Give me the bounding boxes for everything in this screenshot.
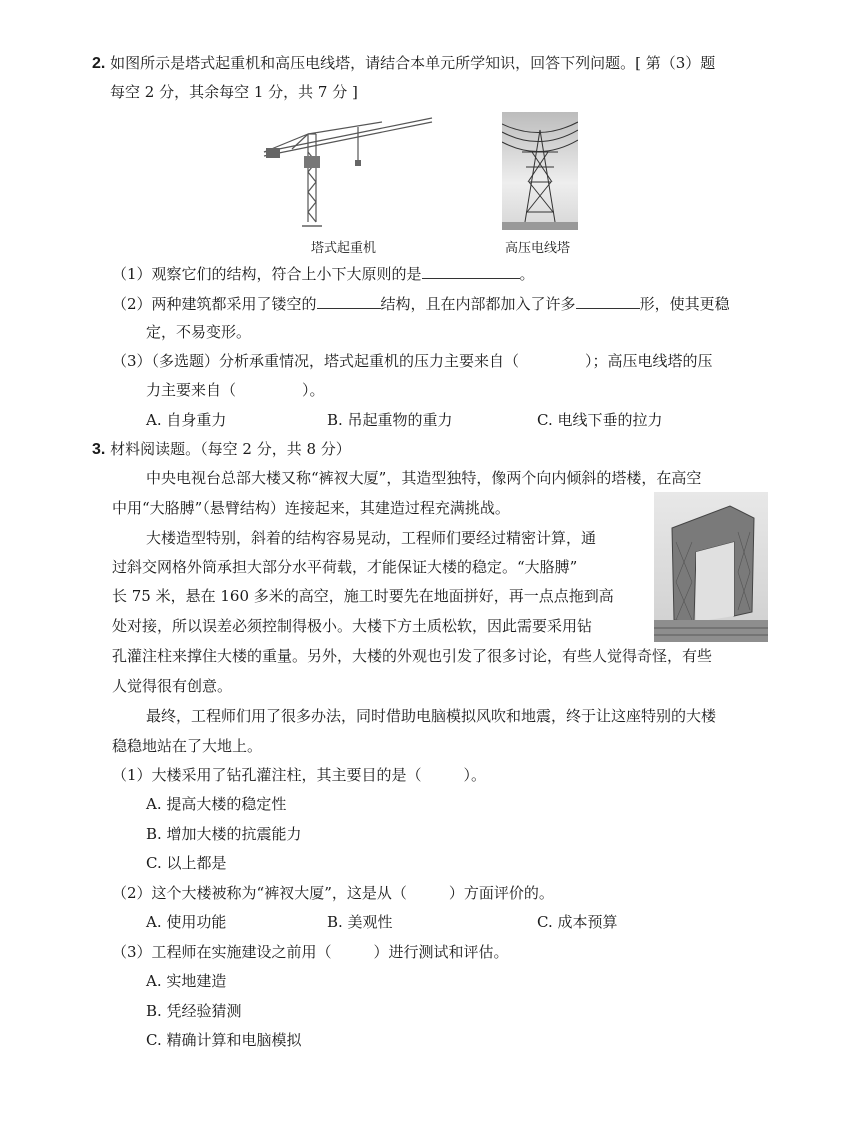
q3-sub3: （3）工程师在实施建设之前用（ ）进行测试和评估。 xyxy=(112,943,509,961)
q2-sub2-line2: 定，不易变形。 xyxy=(146,323,252,341)
q2-sub3-line2: 力主要来自（ ）。 xyxy=(146,381,325,399)
q2-sub1: （1）观察它们的结构，符合上小下大原则的是 。 xyxy=(112,265,535,283)
q3-para2-line3: 长 75 米，悬在 160 多米的高空，施工时要先在地面拼好，再一点点拖到高 xyxy=(112,587,614,605)
answer-blank-2[interactable] xyxy=(317,293,381,309)
cctv-building-image xyxy=(654,492,768,642)
q3-para3-line2: 稳稳地站在了大地上。 xyxy=(112,737,263,755)
answer-blank-3[interactable] xyxy=(576,293,640,309)
q3-s1-option-a[interactable]: A. 提高大楼的稳定性 xyxy=(146,795,287,813)
answer-blank-1[interactable] xyxy=(422,263,520,279)
q3-s2-option-c[interactable]: C. 成本预算 xyxy=(537,913,618,931)
q3-sub2: （2）这个大楼被称为“裤衩大厦”，这是从（ ）方面评价的。 xyxy=(112,884,554,902)
q3-para2-line5: 孔灌注柱来撑住大楼的重量。另外，大楼的外观也引发了很多讨论，有些人觉得奇怪，有些 xyxy=(112,647,713,665)
q2-option-b[interactable]: B. 吊起重物的重力 xyxy=(327,411,453,429)
tower-crane-image xyxy=(262,112,434,230)
q2-option-a[interactable]: A. 自身重力 xyxy=(146,411,227,429)
q2-sub2: （2）两种建筑都采用了镂空的 结构，且在内部都加入了许多 形，使其更稳 xyxy=(112,295,730,313)
q3-s2-option-a[interactable]: A. 使用功能 xyxy=(146,913,227,931)
q3-number: 3. xyxy=(92,441,106,458)
q3-para1-line2: 中用“大胳膊”（悬臂结构）连接起来，其建造过程充满挑战。 xyxy=(112,499,510,517)
q2-stem-line2: 每空 2 分，其余每空 1 分，共 7 分 ] xyxy=(110,83,358,101)
q3-s3-option-a[interactable]: A. 实地建造 xyxy=(146,972,227,990)
q3-s3-option-b[interactable]: B. 凭经验猜测 xyxy=(146,1002,242,1020)
q3-para2-line2: 过斜交网格外筒承担大部分水平荷载，才能保证大楼的稳定。“大胳膊” xyxy=(112,558,578,576)
q3-sub1: （1）大楼采用了钻孔灌注柱，其主要目的是（ ）。 xyxy=(112,766,487,784)
counterweight xyxy=(266,148,280,158)
q2-number: 2. xyxy=(92,55,106,72)
caption-tower: 高压电线塔 xyxy=(505,241,571,256)
q2-stem-text: 如图所示是塔式起重机和高压电线塔，请结合本单元所学知识，回答下列问题。[ 第（3）题 xyxy=(110,54,716,72)
q3-stem: 3. 材料阅读题。（每空 2 分，共 8 分） xyxy=(92,440,351,458)
q3-s1-option-b[interactable]: B. 增加大楼的抗震能力 xyxy=(146,825,302,843)
q3-s2-option-b[interactable]: B. 美观性 xyxy=(327,913,393,931)
q2-stem-line1 xyxy=(92,53,715,74)
q3-para2-line6: 人觉得很有创意。 xyxy=(112,677,233,695)
q3-s3-option-c[interactable]: C. 精确计算和电脑模拟 xyxy=(146,1031,302,1049)
caption-crane: 塔式起重机 xyxy=(311,241,377,256)
power-tower-image xyxy=(502,112,578,230)
q3-para2-line4: 处对接，所以误差必须控制得极小。大楼下方土质松软，因此需要采用钻 xyxy=(112,617,593,635)
q3-para1-line1: 中央电视台总部大楼又称“裤衩大厦”，其造型独特，像两个向内倾斜的塔楼，在高空 xyxy=(146,469,702,487)
q3-para2-line1: 大楼造型特别，斜着的结构容易晃动，工程师们要经过精密计算，通 xyxy=(146,529,597,547)
q3-para3-line1: 最终，工程师们用了很多办法，同时借助电脑模拟风吹和地震，终于让这座特别的大楼 xyxy=(146,707,717,725)
q3-s1-option-c[interactable]: C. 以上都是 xyxy=(146,854,227,872)
q2-option-c[interactable]: C. 电线下垂的拉力 xyxy=(537,411,663,429)
q2-sub3: （3）（多选题）分析承重情况，塔式起重机的压力主要来自（ ）；高压电线塔的压 xyxy=(112,352,713,370)
